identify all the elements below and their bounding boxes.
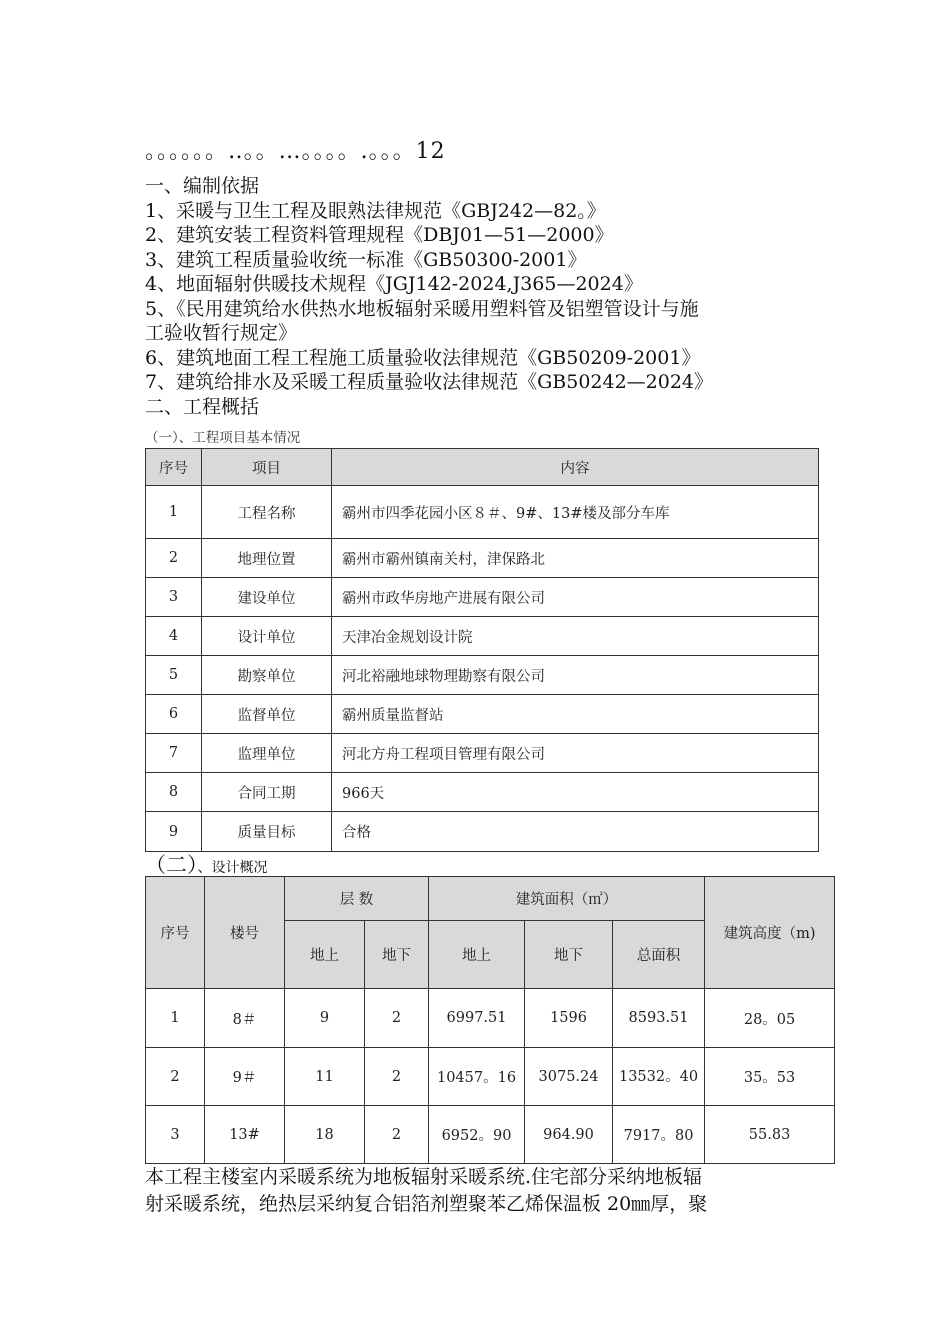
cell-height: 35。53: [705, 1048, 835, 1106]
basis-item-4: 4、地面辐射供暖技术规程《JGJ142-2024,J365—2024》: [145, 273, 643, 295]
header-floors: 层 数: [285, 877, 429, 921]
cell-item: 质量目标: [202, 812, 332, 852]
cell-seq: 2: [146, 1048, 205, 1106]
table-row: [146, 734, 819, 773]
basis-item-5: 5、《民用建筑给水供热水地板辐射采暖用塑料管及铝塑管设计与施: [145, 297, 699, 320]
cell-area-total: 13532。40: [613, 1048, 705, 1106]
cell-item: 建设单位: [202, 578, 332, 617]
cell-floors-above: 18: [285, 1106, 365, 1164]
header-seq: 序号: [146, 449, 202, 486]
cell-area-below: 964.90: [525, 1106, 613, 1164]
cell-content: 河北裕融地球物理勘察有限公司: [332, 656, 819, 695]
cell-area-above: 10457。16: [429, 1048, 525, 1106]
cell-seq: 6: [146, 695, 202, 734]
table-row: [146, 578, 819, 617]
table-row: [146, 812, 819, 852]
cell-content: 霸州质量监督站: [332, 695, 819, 734]
table2-caption-text: 、设计概况: [197, 860, 268, 876]
cell-item: 勘察单位: [202, 656, 332, 695]
cell-item: 设计单位: [202, 617, 332, 656]
table-row: [146, 695, 819, 734]
header-area-below: 地下: [525, 921, 613, 989]
cell-content: 河北方舟工程项目管理有限公司: [332, 734, 819, 773]
basis-item-2: 2、建筑安装工程资料管理规程《DBJ01—51—2000》: [145, 224, 614, 246]
cell-item: 合同工期: [202, 773, 332, 812]
cell-content: 霸州市政华房地产进展有限公司: [332, 578, 819, 617]
cell-item: 地理位置: [202, 539, 332, 578]
cell-item: 监督单位: [202, 695, 332, 734]
table-row: [146, 539, 819, 578]
table-row: [146, 617, 819, 656]
cell-building: 13#: [205, 1106, 285, 1164]
cell-content: 霸州市霸州镇南关村，津保路北: [332, 539, 819, 578]
cell-seq: 1: [146, 989, 205, 1048]
cell-seq: 3: [146, 578, 202, 617]
cell-height: 55.83: [705, 1106, 835, 1164]
header-seq: 序号: [146, 877, 205, 989]
header-floors-above: 地上: [285, 921, 365, 989]
cell-item: 监理单位: [202, 734, 332, 773]
table1-caption: （一）、工程项目基本情况: [145, 430, 301, 446]
cell-seq: 1: [146, 486, 202, 539]
table-row: [146, 486, 819, 539]
cell-floors-above: 9: [285, 989, 365, 1048]
heating-system-paragraph: [145, 1164, 825, 1218]
cell-content: 霸州市四季花园小区８＃、9#、13#楼及部分车库: [332, 486, 819, 539]
cell-seq: 2: [146, 539, 202, 578]
cell-height: 28。05: [705, 989, 835, 1048]
toc-dotted-line: 。。。。。。‥。。…。。。。.。。。12: [145, 139, 446, 164]
table2-caption-number: （二）: [145, 853, 198, 877]
cell-seq: 8: [146, 773, 202, 812]
cell-building: 8＃: [205, 989, 285, 1048]
cell-item: 工程名称: [202, 486, 332, 539]
basis-item-1: 1、采暖与卫生工程及眼熟法律规范《GBJ242—82。》: [145, 199, 606, 222]
header-floors-below: 地下: [365, 921, 429, 989]
header-floor-area: 建筑面积（㎡）: [429, 877, 705, 921]
basis-item-5-cont: 工验收暂行规定》: [145, 322, 298, 344]
body-lines: [145, 174, 825, 419]
cell-floors-below: 2: [365, 989, 429, 1048]
cell-area-above: 6952。90: [429, 1106, 525, 1164]
table-header-row: [146, 877, 835, 921]
table-row: [146, 989, 835, 1048]
cell-floors-below: 2: [365, 1048, 429, 1106]
header-building: 楼号: [205, 877, 285, 989]
table-row: [146, 773, 819, 812]
table-row: [146, 1048, 835, 1106]
cell-area-total: 7917。80: [613, 1106, 705, 1164]
header-area-total: 总面积: [613, 921, 705, 989]
cell-area-below: 3075.24: [525, 1048, 613, 1106]
basis-item-3: 3、建筑工程质量验收统一标准《GB50300-2001》: [145, 248, 587, 271]
basis-item-6: 6、建筑地面工程工程施工质量验收法律规范《GB50209-2001》: [145, 346, 701, 369]
table-row: [146, 1106, 835, 1164]
cell-seq: 5: [146, 656, 202, 695]
cell-content: 966天: [332, 773, 819, 812]
cell-seq: 9: [146, 812, 202, 852]
cell-content: 合格: [332, 812, 819, 852]
paragraph-line: 射采暖系统，绝热层采纳复合铝箔剂塑聚苯乙烯保温板 20㎜厚，聚: [145, 1193, 708, 1215]
header-area-above: 地上: [429, 921, 525, 989]
project-info-table: [145, 448, 819, 852]
header-item: 项目: [202, 449, 332, 486]
heading-overview: 二、工程概括: [145, 395, 260, 418]
cell-seq: 4: [146, 617, 202, 656]
table-header-row: [146, 449, 819, 486]
cell-area-total: 8593.51: [613, 989, 705, 1048]
cell-content: 天津冶金规划设计院: [332, 617, 819, 656]
header-content: 内容: [332, 449, 819, 486]
table2-caption: [145, 849, 268, 879]
header-height: 建筑高度（m): [705, 877, 835, 989]
cell-building: 9＃: [205, 1048, 285, 1106]
cell-floors-above: 11: [285, 1048, 365, 1106]
cell-area-below: 1596: [525, 989, 613, 1048]
paragraph-line: 本工程主楼室内采暖系统为地板辐射采暖系统.住宅部分采纳地板辐: [145, 1166, 703, 1188]
cell-floors-below: 2: [365, 1106, 429, 1164]
design-overview-table: [145, 876, 835, 1164]
heading-basis: 一、编制依据: [145, 175, 260, 197]
cell-seq: 3: [146, 1106, 205, 1164]
table-row: [146, 656, 819, 695]
cell-area-above: 6997.51: [429, 989, 525, 1048]
cell-seq: 7: [146, 734, 202, 773]
basis-item-7: 7、建筑给排水及采暖工程质量验收法律规范《GB50242—2024》: [145, 371, 714, 393]
